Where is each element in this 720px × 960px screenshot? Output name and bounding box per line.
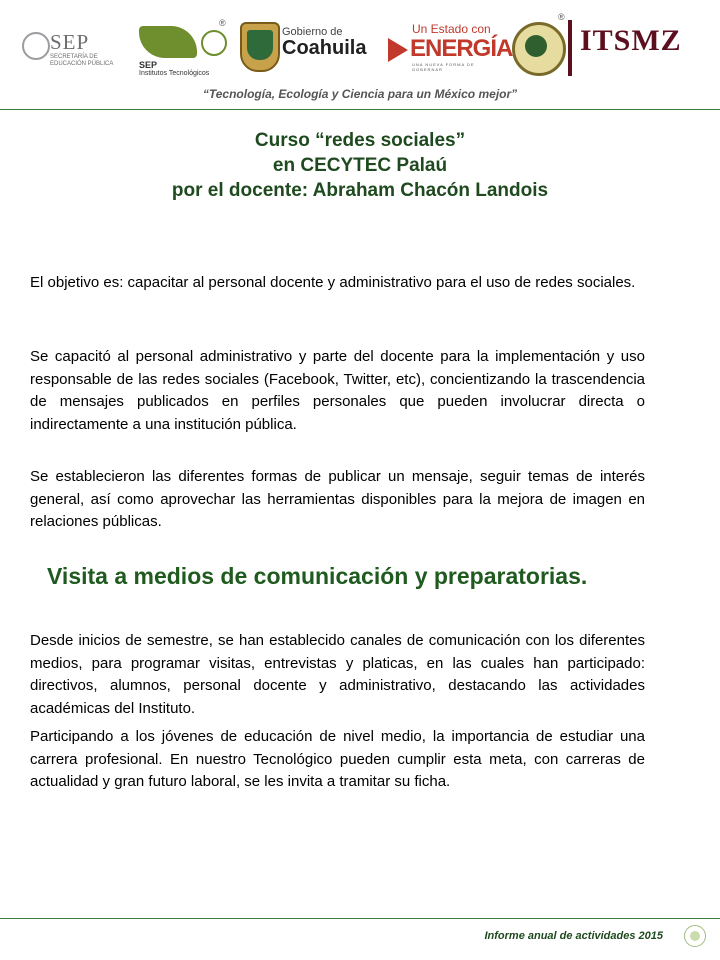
footer-divider (0, 918, 720, 919)
footer-logo-icon (684, 925, 706, 947)
page-title (0, 128, 720, 203)
itsmz-divider (568, 20, 572, 76)
objective-paragraph: El objetivo es: capacitar al personal docente y administrativo para el uso de redes sociales. (30, 274, 636, 291)
coahuila-line2: Coahuila (282, 37, 367, 59)
coahuila-line1: Gobierno de (282, 26, 343, 38)
title-line-3: por el docente: Abraham Chacón Landois (171, 180, 549, 201)
eagle-emblem-icon (22, 32, 50, 60)
title-line-1: Curso “redes sociales” (254, 130, 466, 151)
itsmz-logo: ITSMZ (580, 24, 682, 57)
registered-mark: ® (219, 18, 226, 28)
leaf-icon (139, 26, 197, 58)
slogan: “Tecnología, Ecología y Ciencia para un México mejor” (202, 87, 518, 101)
coahuila-shield-icon (240, 22, 280, 72)
publishing-paragraph: Se establecieron las diferentes formas de publicar un mensaje, seguir temas de interés general, así como aprovechar las herramientas disponibles para la mejora de imagen en relaciones públicas. (30, 468, 645, 530)
registered-mark-itsmz: ® (558, 12, 565, 22)
footer-text: Informe anual de actividades 2015 (484, 930, 663, 942)
media-paragraph: Desde inicios de semestre, se han establecido canales de comunicación con los diferentes medios, para programar visitas, entrevistas y platicas, en las cuales han participado: directivos, alumnos, personal docente y administrativo, destacando las actividades académicas del Instituto. (30, 632, 645, 717)
gear-icon (201, 30, 227, 56)
header-logos (0, 10, 720, 80)
title-line-2: en CECYTEC Palaú (272, 155, 448, 176)
coahuila-logo (282, 26, 382, 66)
sep-logo (20, 24, 115, 70)
outreach-paragraph: Participando a los jóvenes de educación de nivel medio, la importancia de estudiar una carrera profesional. En nuestro Tecnológico pueden cumplir esta meta, con carreras de actualidad y gran futuro laboral, se les invita a tramitar su ficha. (30, 728, 645, 790)
institute-seal-icon (512, 22, 566, 76)
sep-logo-word: SEP (50, 30, 90, 54)
training-paragraph: Se capacitó al personal administrativo y parte del docente para la implementación y uso responsable de las redes sociales (Facebook, Twitter, etc), concientizando la trascendencia de mensajes publicados en perfiles personales que pueden involucrar directa o indirectamente a una institución pública. (30, 348, 645, 433)
arrow-icon (388, 38, 408, 62)
energia-top: Un Estado con (412, 22, 491, 36)
section-heading: Visita a medios de comunicación y preparatorias. (47, 563, 588, 589)
sep-institutos-line2: Institutos Tecnológicos (139, 70, 210, 77)
header-divider (0, 109, 720, 110)
energia-word: ENERGÍA (410, 35, 513, 62)
energia-tagline: UNA NUEVA FORMA DE GOBERNAR (412, 62, 475, 72)
sep-institutos-line1: SEP (139, 60, 158, 70)
sep-institutos-logo (135, 18, 231, 78)
sep-logo-subtitle: SECRETARÍA DE EDUCACIÓN PÚBLICA (50, 54, 114, 67)
estado-energia-logo (388, 22, 513, 72)
